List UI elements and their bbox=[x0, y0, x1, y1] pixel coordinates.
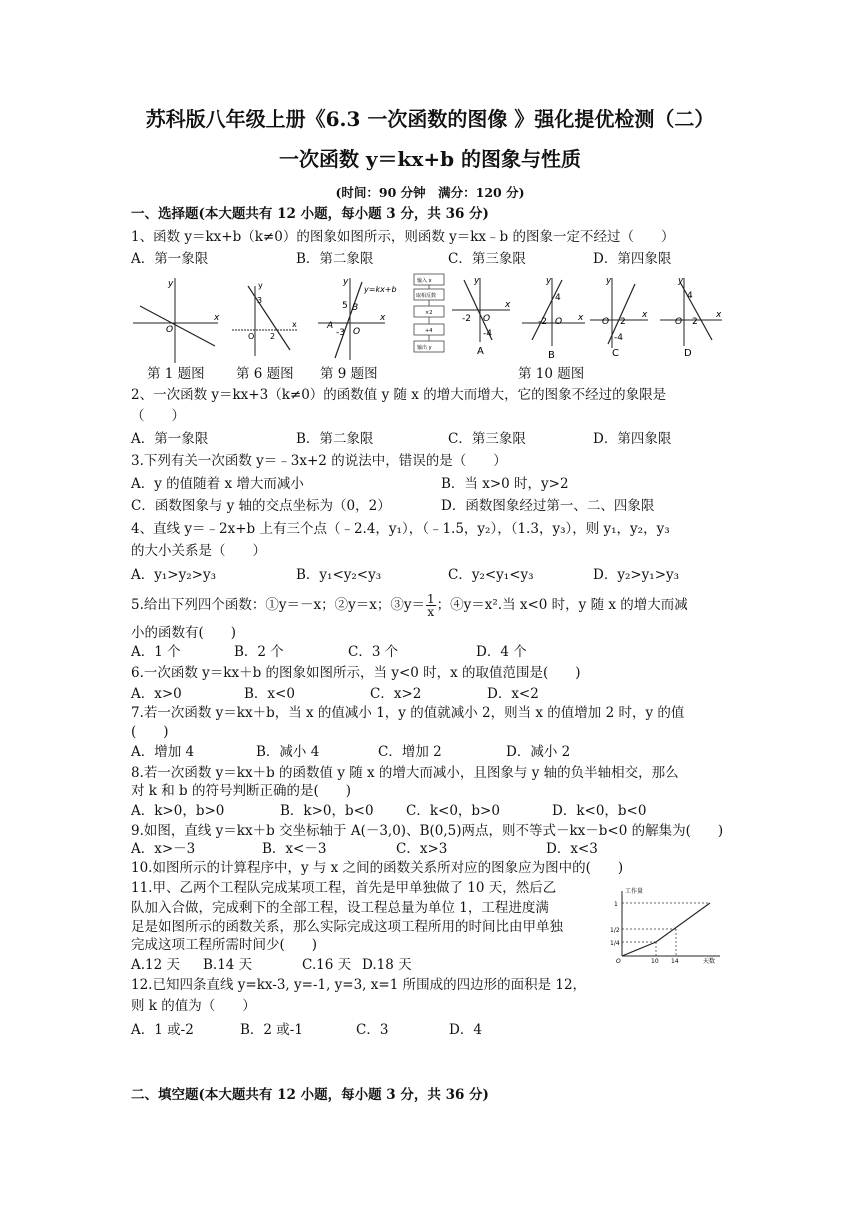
flow-step-1: 输入 x bbox=[417, 278, 432, 284]
question-12-stem-2: 则 k 的值为（ ） bbox=[131, 998, 256, 1014]
flow-step-3: ×2 bbox=[425, 310, 433, 316]
choice-b-tick-4: 4 bbox=[555, 293, 561, 303]
fig9-origin: O bbox=[353, 327, 361, 337]
fig6-origin: O bbox=[248, 332, 255, 341]
figure-q9-graph bbox=[318, 277, 397, 360]
flow-step-4: +4 bbox=[425, 328, 433, 334]
figure-q10-flowchart bbox=[414, 274, 444, 352]
q2-option-a: A．第一象限 bbox=[131, 431, 209, 447]
q4-option-a: A．y₁>y₂>y₃ bbox=[131, 567, 216, 583]
fig1-x-label: x bbox=[214, 313, 220, 323]
q11-chart-xlabel: 天数 bbox=[703, 958, 716, 965]
q12-option-a: A．1 或-2 bbox=[131, 1022, 194, 1038]
choice-b-x: x bbox=[578, 313, 584, 323]
question-8-stem: 8.若一次函数 y＝kx＋b 的函数值 y 随 x 的增大而减小，且图象与 y 轴的负半轴相交，那么 bbox=[131, 765, 679, 781]
q11-chart-ytick-1: 1 bbox=[614, 901, 618, 908]
choice-a-tick-neg4: -4 bbox=[483, 329, 492, 339]
choice-c-x: x bbox=[642, 310, 648, 320]
q5-option-a: A．1 个 bbox=[131, 644, 181, 660]
fig9-point-b: B bbox=[352, 303, 359, 313]
question-8-stem-2: 对 k 和 b 的符号判断正确的是( ) bbox=[131, 783, 352, 799]
q6-option-b: B．x<0 bbox=[244, 686, 295, 702]
choice-c-origin: O bbox=[602, 317, 610, 327]
fig6-y: y bbox=[258, 281, 263, 290]
fig6-tick-3: 3 bbox=[257, 296, 263, 305]
question-11-line-1: 11.甲、乙两个工程队完成某项工程，首先是甲单独做了 10 天，然后乙 bbox=[131, 880, 557, 896]
choice-b-origin: O bbox=[555, 317, 563, 327]
choice-a-graph bbox=[452, 276, 511, 357]
q7-option-d: D．减小 2 bbox=[506, 744, 571, 760]
figure-q6-graph bbox=[232, 281, 298, 356]
fig9-point-a: A bbox=[327, 321, 334, 331]
caption-fig1: 第 1 题图 bbox=[147, 366, 205, 382]
q11-chart-xtick-14: 14 bbox=[671, 958, 679, 965]
fig6-tick-2: 2 bbox=[270, 332, 276, 341]
q9-option-d: D．x<3 bbox=[546, 841, 598, 857]
q9-option-c: C．x>3 bbox=[396, 841, 448, 857]
question-7-stem: 7.若一次函数 y＝kx＋b，当 x 的值减小 1，y 的值就减小 2，则当 x 的值增加 2 时，y 的值 bbox=[131, 705, 685, 721]
fig9-y: y bbox=[343, 277, 349, 287]
q3-option-d: D．函数图象经过第一、二、四象限 bbox=[441, 498, 655, 514]
q3-option-a: A．y 的值随着 x 增大而减小 bbox=[131, 476, 304, 492]
exam-meta: (时间：90 分钟 满分：120 分) bbox=[335, 185, 525, 200]
page-title: 苏科版八年级上册《6.3 一次函数的图像 》强化提优检测（二） bbox=[145, 107, 715, 131]
q7-option-a: A．增加 4 bbox=[131, 744, 195, 760]
q4-option-c: C．y₂<y₁<y₃ bbox=[448, 567, 534, 583]
q9-option-b: B．x<－3 bbox=[262, 841, 327, 857]
choice-b-graph bbox=[522, 276, 585, 361]
caption-fig10: 第 10 题图 bbox=[518, 366, 585, 382]
q7-option-b: B．减小 4 bbox=[256, 744, 320, 760]
q2-option-c: C．第三象限 bbox=[448, 431, 526, 447]
q5-fraction bbox=[426, 593, 436, 618]
q8-option-d: D．k<0，b<0 bbox=[552, 803, 647, 819]
choice-c-y: y bbox=[606, 276, 612, 286]
flow-step-5: 输出 y bbox=[417, 345, 432, 351]
caption-fig6: 第 6 题图 bbox=[236, 366, 294, 382]
choice-a-tick-neg2: -2 bbox=[462, 314, 471, 324]
q12-option-d: D．4 bbox=[449, 1022, 482, 1038]
q9-option-a: A．x>－3 bbox=[131, 841, 196, 857]
question-9-stem: 9.如图，直线 y＝kx＋b 交坐标轴于 A(－3,0)、B(0,5)两点，则不等式－kx－b<0 的解集为( ) bbox=[131, 823, 724, 839]
question-10-stem: 10.如图所示的计算程序中，y 与 x 之间的函数关系所对应的图象应为图中的( ) bbox=[131, 860, 624, 876]
question-11-line-4: 完成这项工程所需时间少( ) bbox=[131, 937, 318, 953]
q1-option-d: D．第四象限 bbox=[593, 251, 672, 267]
q11-chart-ytick-half: 1/2 bbox=[610, 927, 620, 934]
choice-a-y: y bbox=[474, 276, 480, 286]
q8-option-a: A．k>0，b>0 bbox=[131, 803, 225, 819]
q11-chart-origin: O bbox=[616, 958, 621, 965]
question-4-stem-2: 的大小关系是（ ） bbox=[131, 543, 266, 559]
question-2-stem: 2、一次函数 y＝kx+3（k≠0）的函数值 y 随 x 的增大而增大，它的图象不经过的象限是 bbox=[131, 387, 667, 403]
q1-option-a: A．第一象限 bbox=[131, 251, 209, 267]
choice-a-origin: O bbox=[483, 314, 491, 324]
fig1-y-label: y bbox=[168, 279, 174, 289]
q3-option-c: C．函数图象与 y 轴的交点坐标为（0，2） bbox=[131, 498, 391, 514]
question-4-stem: 4、直线 y＝﹣2x+b 上有三个点（﹣2.4，y₁），（﹣1.5，y₂），（1.3，y₃），则 y₁，y₂，y₃ bbox=[131, 521, 670, 537]
fig1-origin-label: O bbox=[166, 325, 174, 335]
q5-fraction-numerator: 1 bbox=[427, 592, 435, 606]
choice-d-origin: O bbox=[675, 317, 683, 327]
q3-option-b: B．当 x>0 时，y>2 bbox=[441, 476, 569, 492]
question-12-stem: 12.已知四条直线 y=kx-3, y=-1, y=3, x=1 所围成的四边形的面积是 12， bbox=[131, 977, 587, 993]
q2-option-d: D．第四象限 bbox=[593, 431, 672, 447]
question-5-stem-2: 小的函数有( ) bbox=[131, 625, 237, 641]
question-11-line-3: 足是如图所示的函数关系，那么实际完成这项工程所用的时间比由甲单独 bbox=[131, 919, 563, 935]
choice-a-letter: A bbox=[477, 346, 484, 357]
q5-stem-part-b: ；④y＝x².当 x<0 时，y 随 x 的增大而减 bbox=[436, 597, 688, 613]
question-2-paren: （ ） bbox=[131, 408, 185, 424]
question-11-line-2: 队加入合做，完成剩下的全部工程，设工程总量为单位 1，工程进度满 bbox=[131, 900, 549, 916]
q11-option-b: B.14 天 bbox=[203, 957, 253, 973]
figures-row bbox=[0, 268, 860, 366]
choice-d-letter: D bbox=[684, 348, 692, 359]
q12-option-b: B．2 或-1 bbox=[240, 1022, 303, 1038]
q5-fraction-denominator: x bbox=[427, 605, 435, 619]
q12-option-c: C．3 bbox=[356, 1022, 389, 1038]
q5-option-b: B．2 个 bbox=[234, 644, 284, 660]
choice-a-x: x bbox=[505, 300, 511, 310]
question-6-stem: 6.一次函数 y＝kx＋b 的图象如图所示，当 y<0 时，x 的取值范围是( ) bbox=[131, 665, 581, 681]
choice-d-tick-2: 2 bbox=[692, 317, 698, 327]
fig9-line-label: y=kx+b bbox=[364, 285, 397, 294]
choice-b-tick-neg2: -2 bbox=[538, 317, 547, 327]
section-2-heading: 二、填空题(本大题共有 12 小题，每小题 3 分，共 36 分) bbox=[131, 1087, 489, 1103]
figure-q11-progress-graph bbox=[610, 885, 725, 965]
q6-option-d: D．x<2 bbox=[487, 686, 539, 702]
caption-fig9: 第 9 题图 bbox=[320, 366, 378, 382]
flow-step-2: 取相反数 bbox=[416, 293, 437, 299]
q5-stem-part-a: 5.给出下列四个函数：①y＝－x；②y＝x；③y＝ bbox=[131, 597, 425, 613]
fig9-tick-5: 5 bbox=[342, 301, 348, 311]
choice-d-x: x bbox=[716, 310, 722, 320]
q11-option-a: A.12 天 bbox=[131, 957, 181, 973]
q11-chart-ylabel: 工作量 bbox=[625, 888, 644, 895]
q6-option-a: A．x>0 bbox=[131, 686, 182, 702]
q11-option-d: D.18 天 bbox=[362, 957, 412, 973]
q5-option-d: D．4 个 bbox=[476, 644, 527, 660]
choice-c-graph bbox=[590, 276, 648, 359]
choice-d-graph bbox=[660, 276, 722, 359]
figure-q1-graph bbox=[133, 278, 220, 363]
q6-option-c: C．x>2 bbox=[370, 686, 422, 702]
question-3-stem: 3.下列有关一次函数 y＝﹣3x+2 的说法中，错误的是（ ） bbox=[131, 453, 507, 469]
q11-option-c: C.16 天 bbox=[302, 957, 352, 973]
q2-option-b: B．第二象限 bbox=[296, 431, 374, 447]
q11-chart-xtick-10: 10 bbox=[651, 958, 659, 965]
question-5-stem bbox=[131, 592, 688, 618]
choice-c-tick-2: 2 bbox=[620, 317, 626, 327]
choice-d-y: y bbox=[678, 276, 684, 286]
q1-option-c: C．第三象限 bbox=[448, 251, 526, 267]
q7-option-c: C．增加 2 bbox=[378, 744, 442, 760]
q5-option-c: C．3 个 bbox=[348, 644, 399, 660]
question-1-stem: 1、函数 y＝kx+b（k≠0）的图象如图所示，则函数 y＝kx﹣b 的图象一定不经过（ ） bbox=[131, 229, 675, 245]
fig9-tick-neg3: -3 bbox=[336, 328, 345, 338]
fig9-x: x bbox=[380, 313, 386, 323]
q4-option-b: B．y₁<y₂<y₃ bbox=[296, 567, 382, 583]
q4-option-d: D．y₂>y₁>y₃ bbox=[593, 567, 680, 583]
page-subtitle: 一次函数 y＝kx+b 的图象与性质 bbox=[278, 147, 582, 171]
section-1-heading: 一、选择题(本大题共有 12 小题，每小题 3 分，共 36 分) bbox=[131, 206, 489, 222]
fig6-x: x bbox=[292, 320, 297, 329]
question-7-stem-2: ( ) bbox=[131, 724, 169, 740]
choice-b-letter: B bbox=[548, 350, 555, 361]
q1-option-b: B．第二象限 bbox=[296, 251, 374, 267]
choice-c-tick-neg4: -4 bbox=[614, 333, 623, 343]
q8-option-b: B．k>0，b<0 bbox=[280, 803, 374, 819]
choice-d-tick-4: 4 bbox=[687, 291, 693, 301]
q11-chart-ytick-quarter: 1/4 bbox=[610, 940, 620, 947]
choice-c-letter: C bbox=[612, 348, 619, 359]
choice-b-y: y bbox=[546, 276, 552, 286]
q8-option-c: C．k<0，b>0 bbox=[406, 803, 500, 819]
